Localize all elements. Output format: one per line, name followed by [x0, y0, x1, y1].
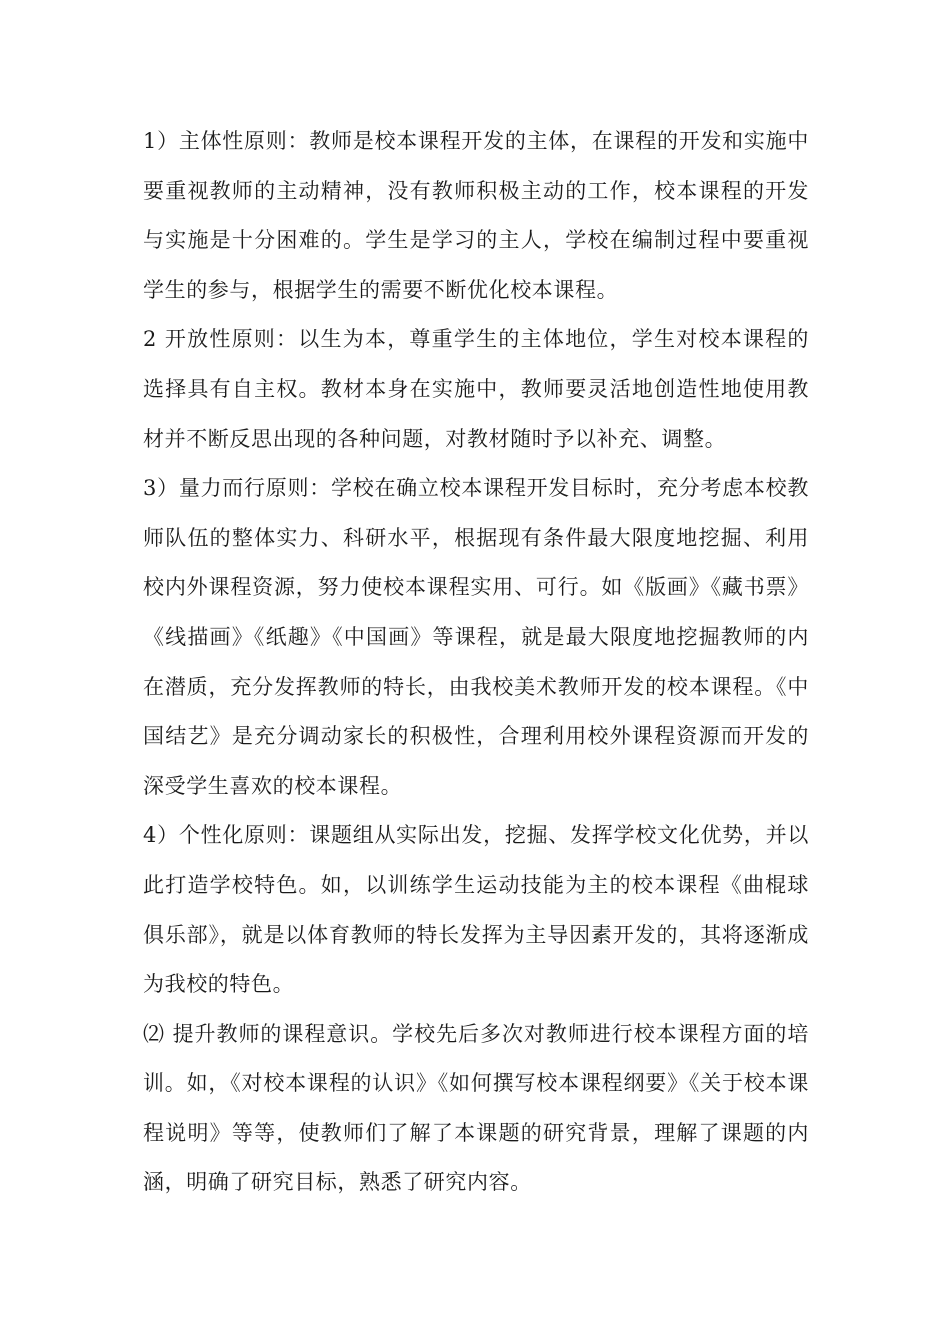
paragraph-capacity-principle: 3）量力而行原则：学校在确立校本课程开发目标时，充分考虑本校教师队伍的整体实力、科研水平，根据现有条件最大限度地挖掘、利用校内外课程资源，努力使校本课程实用、可行。如《版画》《藏书票》《线描画》《纸趣》《中国画》等课程，就是最大限度地挖掘教师的内在潜质，充分发挥教师的特长，由我校美术教师开发的校本课程。《中国结艺》是充分调动家长的积极性，合理利用校外课程资源而开发的深受学生喜欢的校本课程。 — [143, 476, 809, 798]
paragraph-teacher-awareness: ⑵ 提升教师的课程意识。学校先后多次对教师进行校本课程方面的培训。如，《对校本课程的认识》《如何撰写校本课程纲要》《关于校本课程说明》等等，使教师们了解了本课题的研究背景，理解了课题的内涵，明确了研究目标，熟悉了研究内容。 — [143, 1021, 809, 1195]
paragraph-personalization-principle: 4）个性化原则：课题组从实际出发，挖掘、发挥学校文化优势，并以此打造学校特色。如，以训练学生运动技能为主的校本课程《曲棍球俱乐部》，就是以体育教师的特长发挥为主导因素开发的，其将逐渐成为我校的特色。 — [143, 823, 809, 997]
document-body — [143, 117, 809, 1208]
paragraph-openness-principle: 2 开放性原则：以生为本，尊重学生的主体地位，学生对校本课程的选择具有自主权。教材本身在实施中，教师要灵活地创造性地使用教材并不断反思出现的各种问题，对教材随时予以补充、调整。 — [143, 327, 809, 451]
paragraph-subject-principle: 1）主体性原则：教师是校本课程开发的主体，在课程的开发和实施中要重视教师的主动精神，没有教师积极主动的工作，校本课程的开发与实施是十分困难的。学生是学习的主人，学校在编制过程中要重视学生的参与，根据学生的需要不断优化校本课程。 — [143, 129, 809, 302]
